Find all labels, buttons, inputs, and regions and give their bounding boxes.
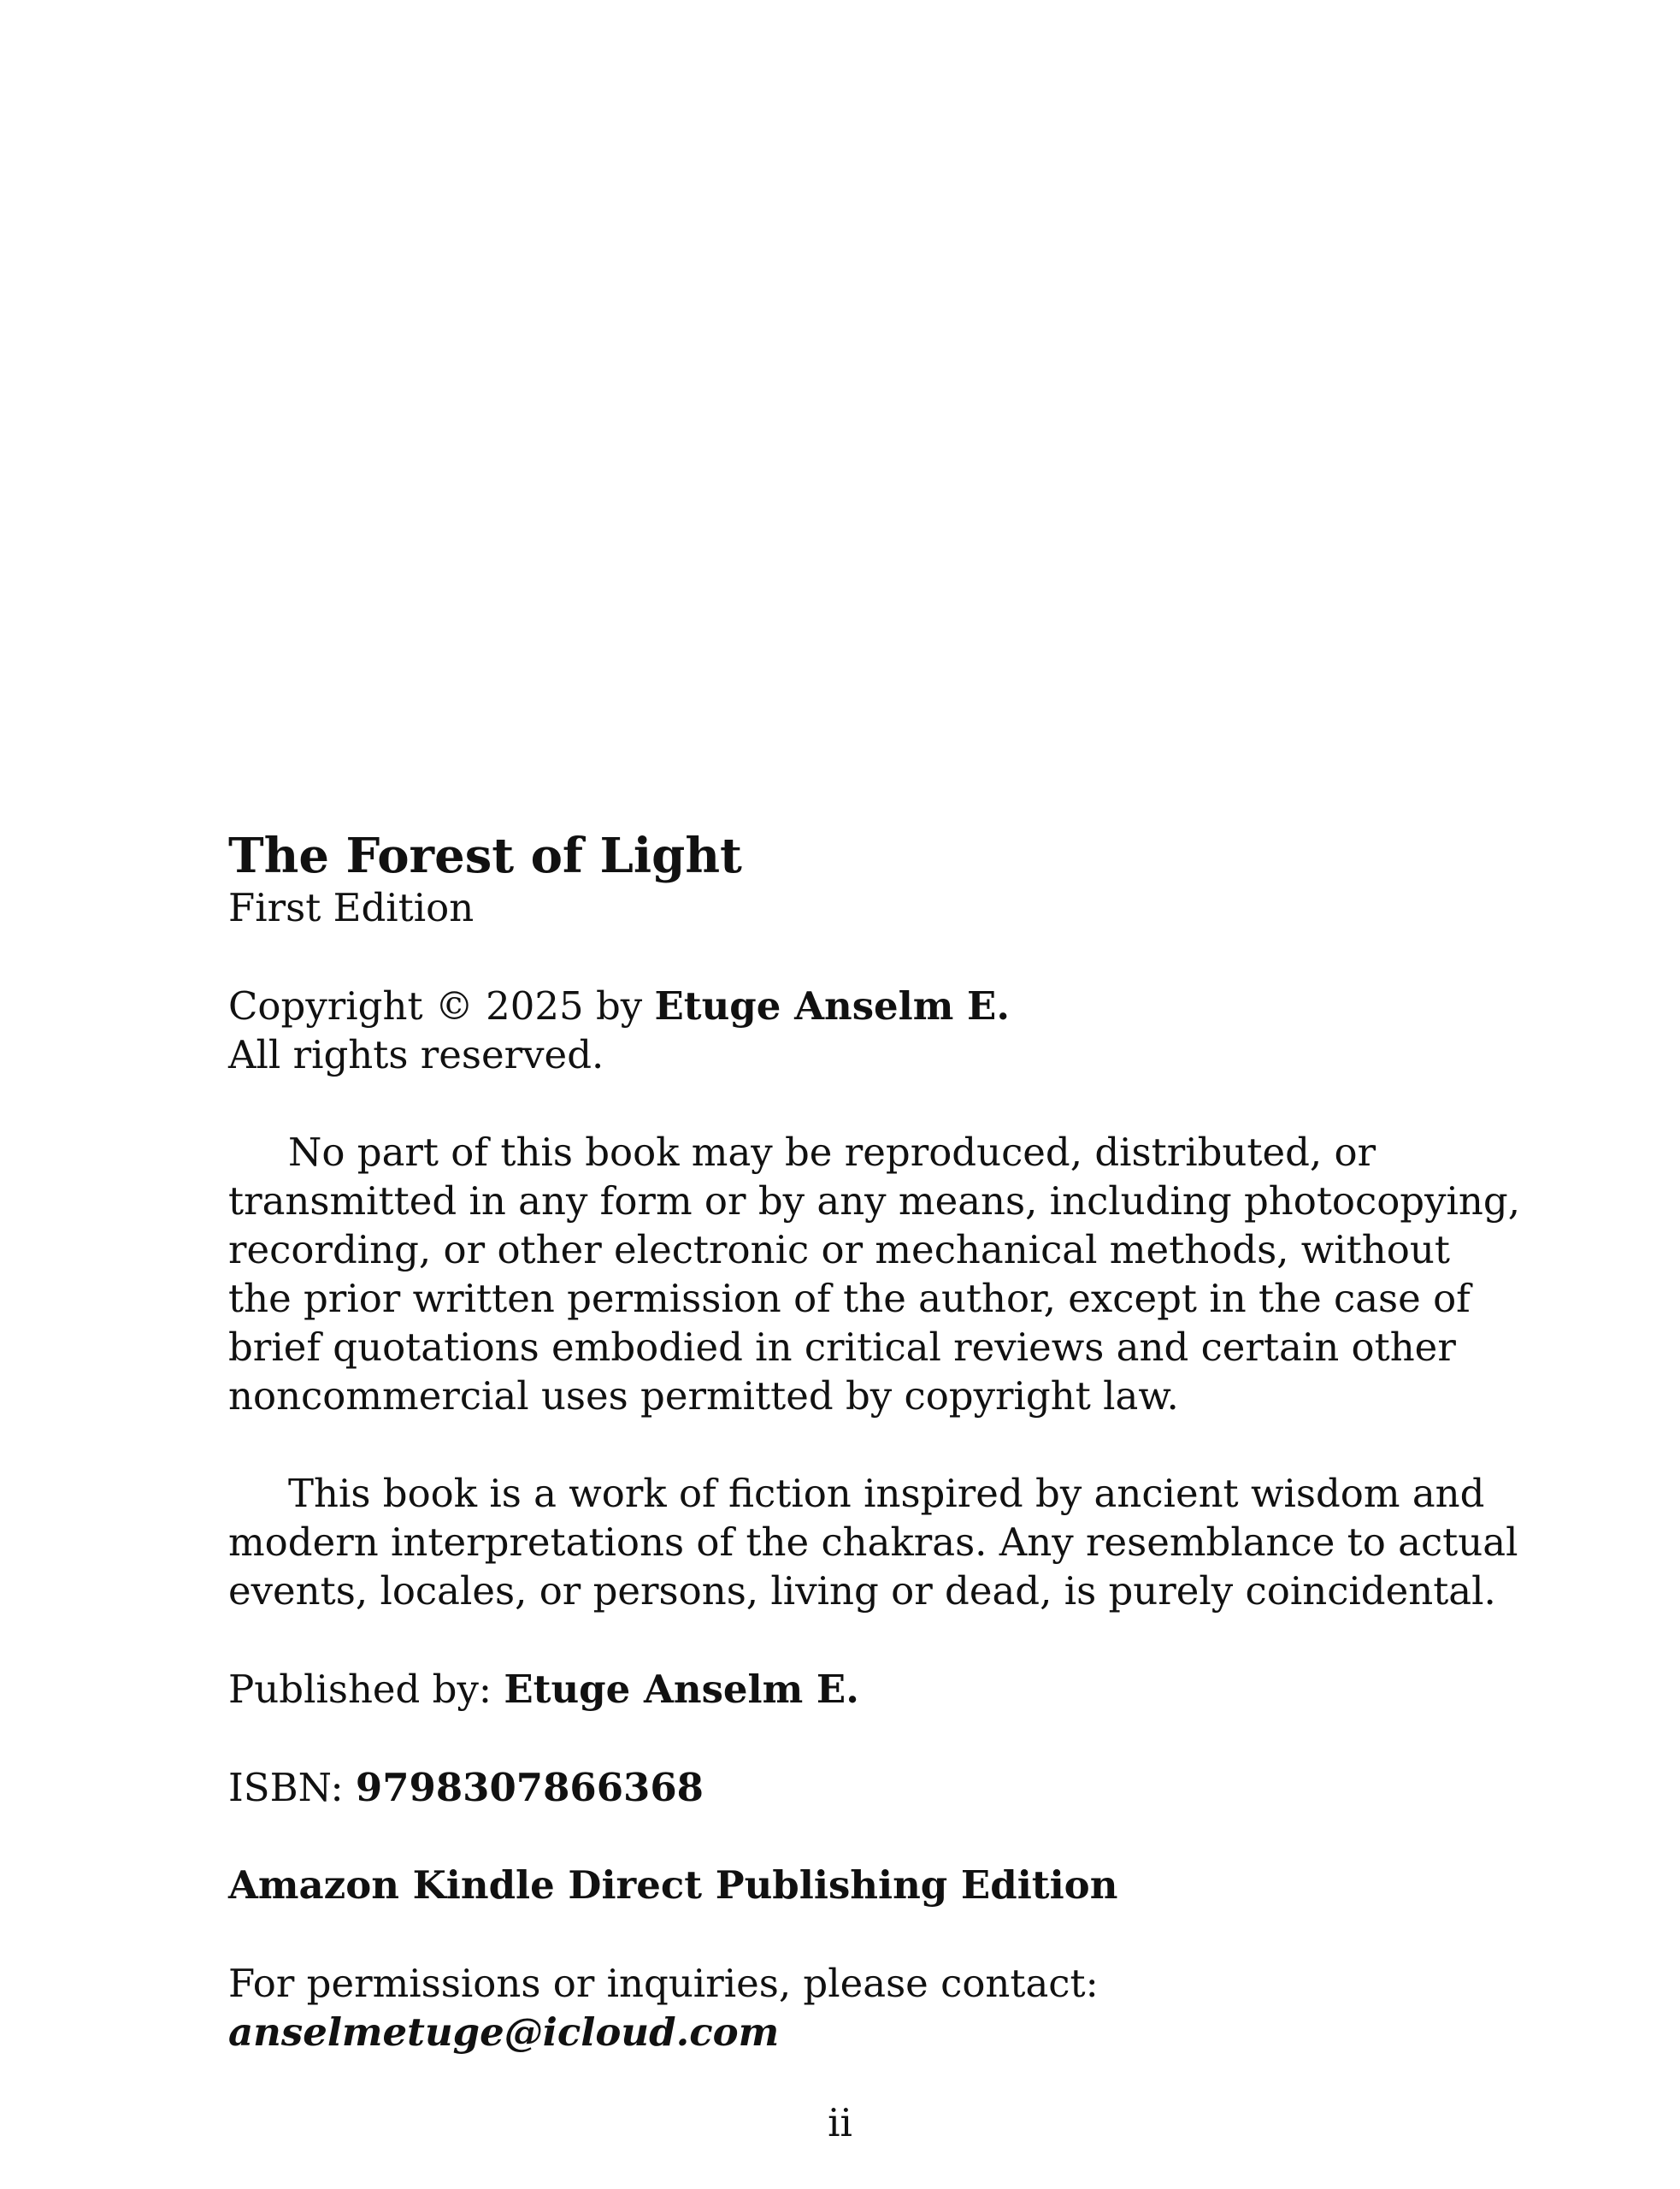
paragraph-line: events, locales, or persons, living or dead, is purely coincidental. [228,1568,1496,1614]
contact-label: For permissions or inquiries, please contact: [228,1961,1099,2006]
paragraph-line: This book is a work of fiction inspired by ancient wisdom and [288,1471,1485,1516]
book-title: The Forest of Light [228,828,742,884]
publisher-name: Etuge Anselm E. [504,1667,859,1712]
paragraph-line: brief quotations embodied in critical reviews and certain other [228,1325,1456,1370]
copyright-author: Etuge Anselm E. [654,983,1011,1029]
isbn-line [228,1763,1459,1812]
paragraph-line: No part of this book may be reproduced, distributed, or [288,1130,1376,1175]
paragraph-line: noncommercial uses permitted by copyright law. [228,1373,1179,1419]
reproduction-paragraph [228,1128,1521,1420]
rights-reserved: All rights reserved. [228,1032,604,1077]
kdp-edition-label: Amazon Kindle Direct Publishing Edition [228,1862,1118,1908]
paragraph-line: the prior written permission of the author, except in the case of [228,1276,1471,1321]
paragraph-line: modern interpretations of the chakras. Any resemblance to actual [228,1519,1518,1565]
page-number: ii [828,2100,852,2145]
paragraph-line: transmitted in any form or by any means, including photocopying, [228,1178,1521,1224]
publisher-label: Published by: [228,1667,504,1712]
isbn-label: ISBN: [228,1765,356,1810]
paragraph-line: recording, or other electronic or mechanical methods, without [228,1227,1450,1272]
isbn-value: 9798307866368 [355,1765,704,1810]
copyright-prefix: Copyright © 2025 by [228,983,655,1029]
edition-label: First Edition [228,885,475,930]
publisher-line [228,1665,1459,1714]
contact-email: anselmetuge@icloud.com [228,2009,780,2055]
copyright-line [228,982,1459,1030]
fiction-paragraph [228,1469,1518,1615]
